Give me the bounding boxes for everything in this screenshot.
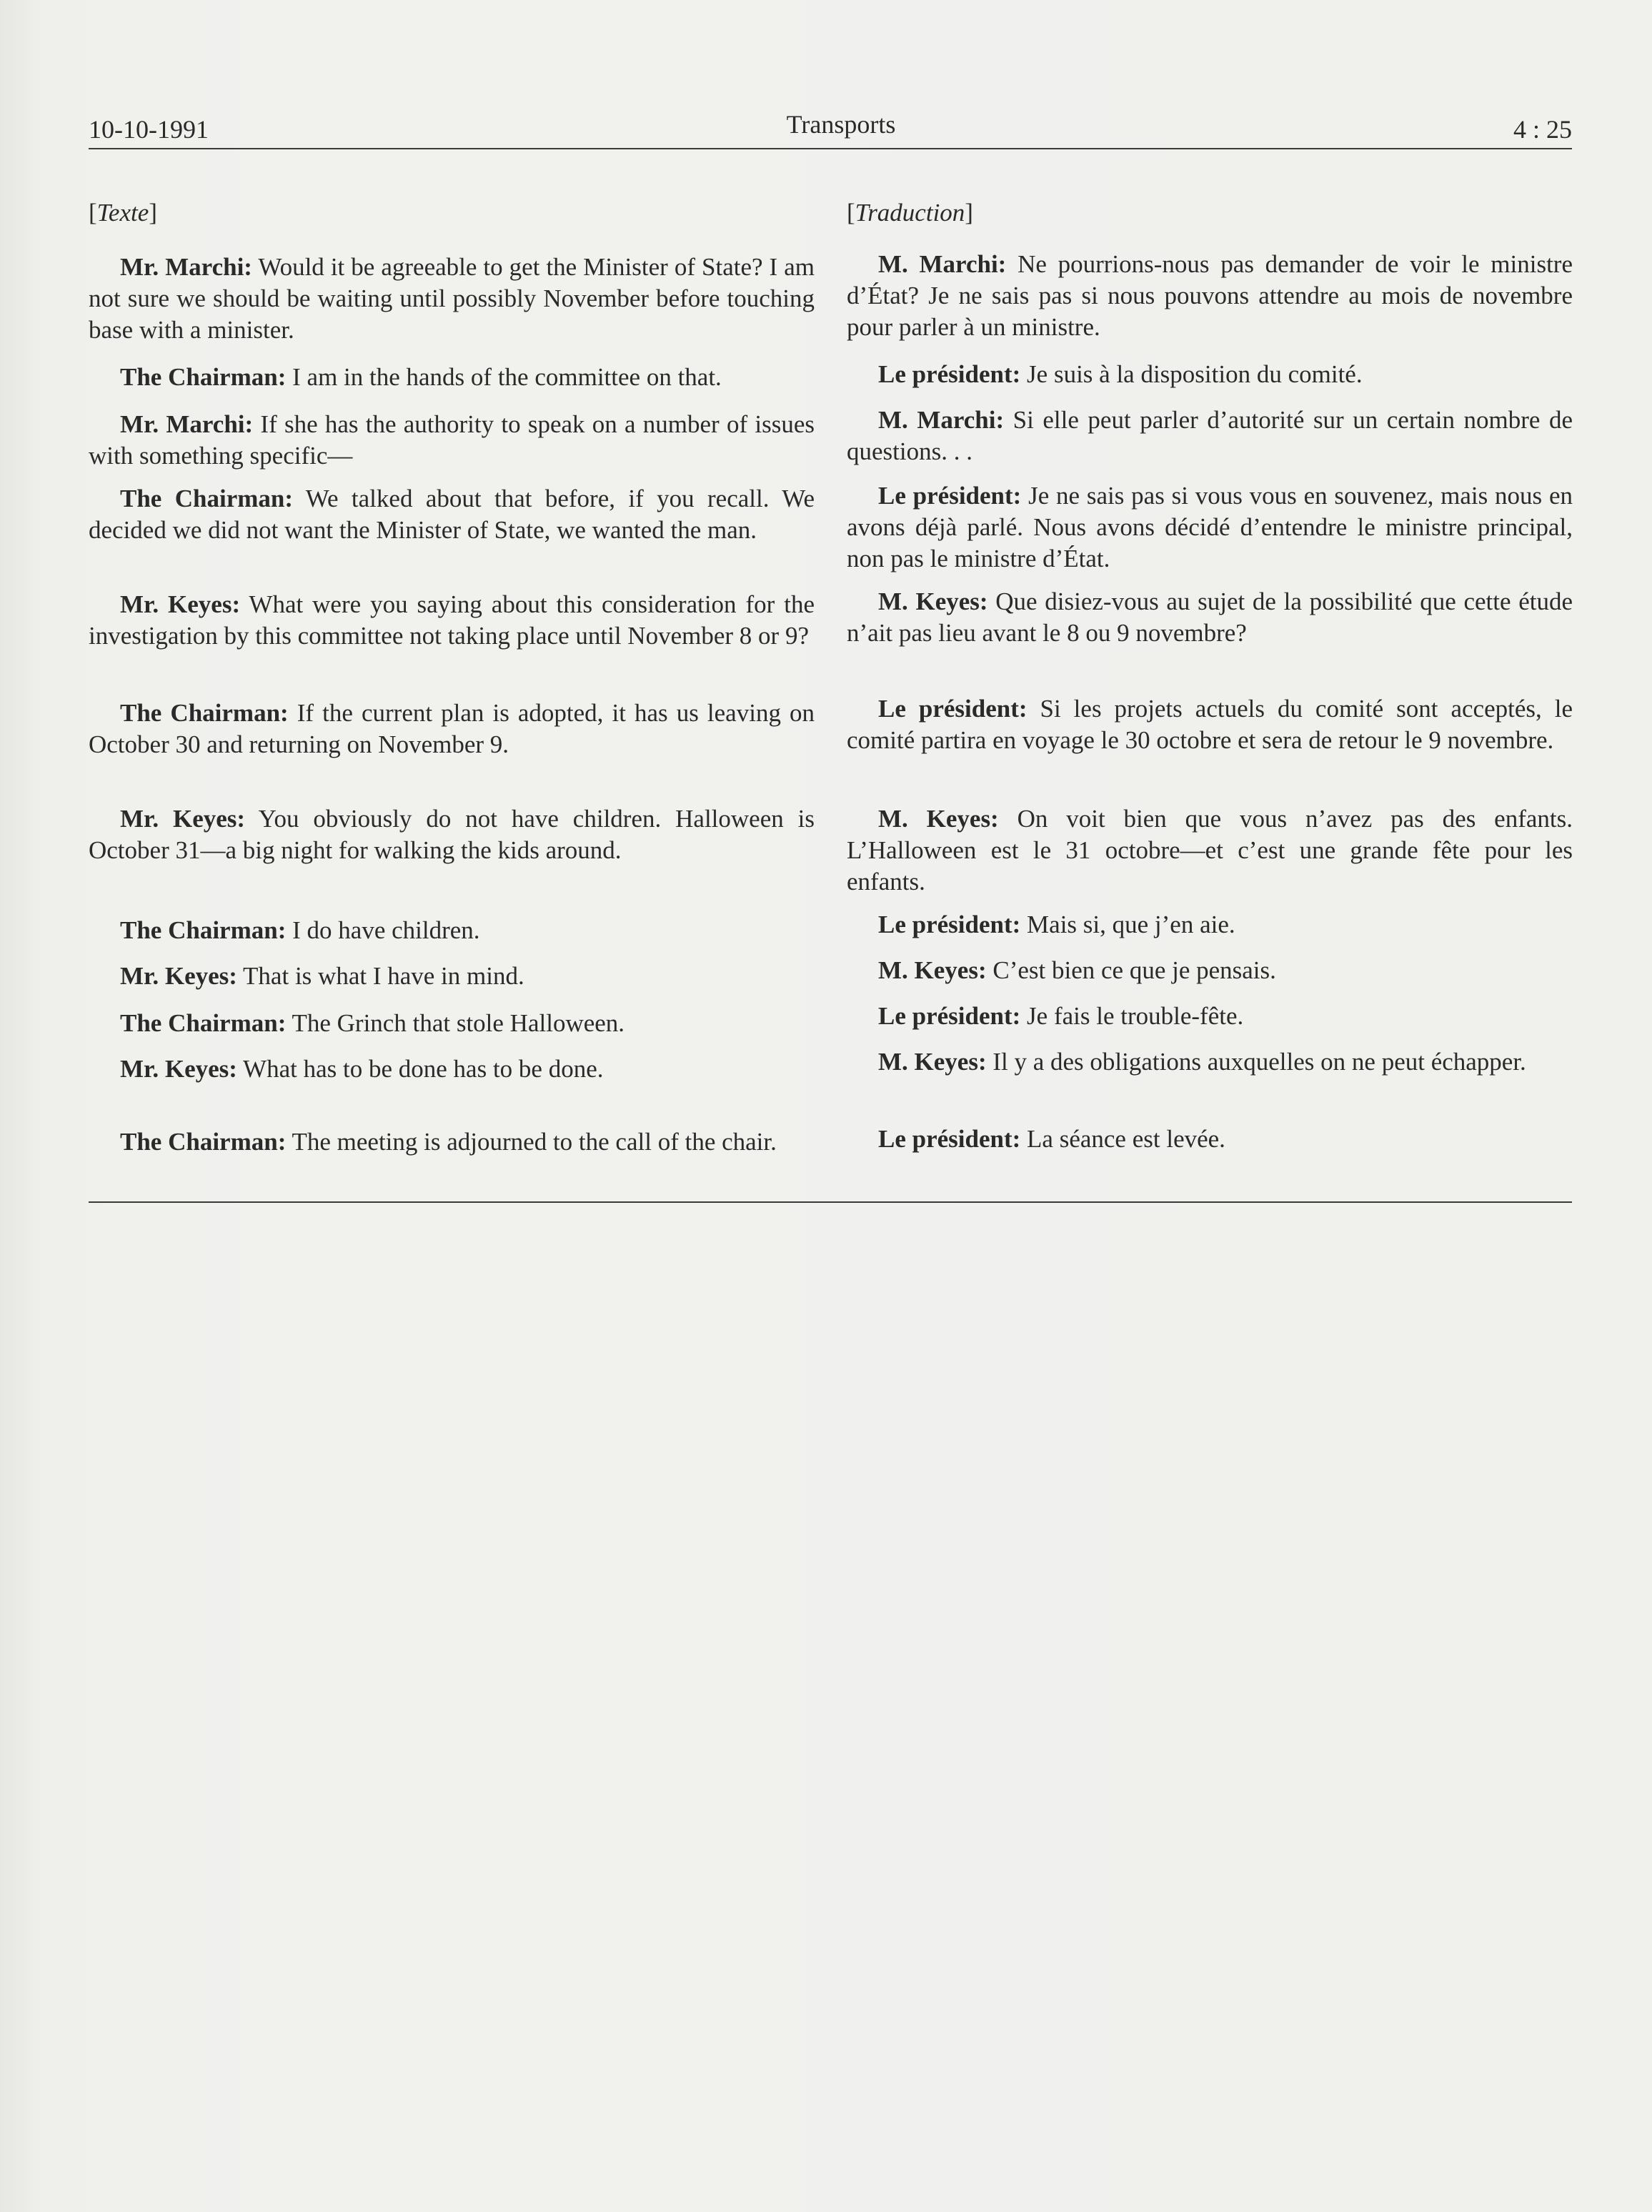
speaker: Mr. Keyes: xyxy=(120,805,246,833)
speech: I am in the hands of the committee on that. xyxy=(286,363,722,391)
speaker: Le président: xyxy=(878,1002,1021,1030)
paragraph xyxy=(89,961,815,992)
speaker: Mr. Keyes: xyxy=(120,1055,237,1083)
speech: Je fais le trouble-fête. xyxy=(1020,1002,1244,1030)
speaker: Le président: xyxy=(878,1125,1021,1153)
speaker: Le président: xyxy=(878,911,1021,938)
header-page-number: 4 : 25 xyxy=(1513,115,1572,144)
speaker: The Chairman: xyxy=(120,1009,287,1037)
header-date: 10-10-1991 xyxy=(89,115,209,144)
speech: The Grinch that stole Halloween. xyxy=(286,1009,625,1037)
page-header xyxy=(89,107,1572,150)
paragraph xyxy=(89,803,815,866)
paragraph xyxy=(89,1126,815,1158)
speech: That is what I have in mind. xyxy=(237,962,524,990)
speech: You obviously do not have children. Halloween is October 31—a big night for walking the kids around. xyxy=(89,805,815,864)
speaker: Mr. Marchi: xyxy=(120,253,252,281)
speech: If the current plan is adopted, it has us leaving on October 30 and returning on November 9. xyxy=(89,699,815,758)
header-rule xyxy=(89,148,1572,149)
speech: If she has the authority to speak on a number of issues with something specific— xyxy=(89,410,815,470)
speaker: M. Marchi: xyxy=(878,250,1007,278)
paragraph xyxy=(89,409,815,472)
english-column xyxy=(89,197,815,1156)
speaker: Le président: xyxy=(878,482,1022,510)
paragraph xyxy=(847,586,1573,649)
paragraph xyxy=(847,693,1573,756)
speaker: Mr. Keyes: xyxy=(120,590,241,618)
speaker: M. Keyes: xyxy=(878,956,987,984)
speech: On voit bien que vous n’avez pas des enfants. L’Halloween est le 31 octobre—et c’est une grande fête pour les enfants. xyxy=(847,805,1573,896)
paragraph xyxy=(847,359,1573,390)
speech: I do have children. xyxy=(286,916,480,944)
speech: Je ne sais pas si vous vous en souvenez, mais nous en avons déjà parlé. Nous avons décidé d’entendre le ministre principal, non pas le ministre d’État. xyxy=(847,482,1573,572)
speech: Si elle peut parler d’autorité sur un certain nombre de questions. . . xyxy=(847,406,1573,465)
speaker: M. Keyes: xyxy=(878,805,999,833)
speech: Je suis à la disposition du comité. xyxy=(1020,360,1363,388)
speaker: The Chairman: xyxy=(120,363,287,391)
paragraph xyxy=(847,480,1573,575)
speaker: M. Keyes: xyxy=(878,1048,987,1076)
speech: Ne pourrions-nous pas demander de voir le ministre d’État? Je ne sais pas si nous pouvons attendre au mois de novembre pour parler à un ministre. xyxy=(847,250,1573,341)
speech: What were you saying about this consideration for the investigation by this committee not taking place until November 8 or 9? xyxy=(89,590,815,650)
speaker: The Chairman: xyxy=(120,1128,287,1156)
speaker: Mr. Keyes: xyxy=(120,962,237,990)
paragraph xyxy=(847,909,1573,941)
speaker: The Chairman: xyxy=(120,916,287,944)
speaker: Le président: xyxy=(878,695,1027,723)
paragraph xyxy=(89,252,815,346)
paragraph xyxy=(89,915,815,946)
paragraph xyxy=(847,405,1573,467)
paragraph xyxy=(847,1046,1573,1078)
paragraph xyxy=(89,1053,815,1085)
paragraph xyxy=(847,955,1573,986)
speech: Mais si, que j’en aie. xyxy=(1020,911,1235,938)
speaker: Le président: xyxy=(878,360,1021,388)
paragraph xyxy=(847,1124,1573,1155)
speaker: The Chairman: xyxy=(120,485,294,512)
speech: The meeting is adjourned to the call of the chair. xyxy=(286,1128,777,1156)
paragraph xyxy=(89,698,815,760)
speech: What has to be done has to be done. xyxy=(237,1055,604,1083)
section-label-texte: [Texte] xyxy=(89,199,157,227)
speech: Il y a des obligations auxquelles on ne peut échapper. xyxy=(986,1048,1526,1076)
paragraph xyxy=(89,1008,815,1039)
paragraph xyxy=(89,483,815,546)
speech: Would it be agreeable to get the Minister of State? I am not sure we should be waiting until possibly November before touching base with a minister. xyxy=(89,253,815,344)
speech: We talked about that before, if you recall. We decided we did not want the Minister of State, we wanted the man. xyxy=(89,485,815,544)
speech: C’est bien ce que je pensais. xyxy=(986,956,1276,984)
paragraph xyxy=(847,1001,1573,1032)
section-label-traduction: [Traduction] xyxy=(847,199,973,227)
speaker: The Chairman: xyxy=(120,699,289,727)
header-title: Transports xyxy=(786,110,896,139)
footer-rule xyxy=(89,1201,1572,1203)
paragraph xyxy=(847,249,1573,343)
speech: La séance est levée. xyxy=(1020,1125,1225,1153)
speaker: M. Marchi: xyxy=(878,406,1005,434)
speech: Si les projets actuels du comité sont acceptés, le comité partira en voyage le 30 octobre et sera de retour le 9 novembre. xyxy=(847,695,1573,754)
paragraph xyxy=(89,589,815,652)
speaker: M. Keyes: xyxy=(878,587,988,615)
paragraph xyxy=(89,362,815,393)
speaker: Mr. Marchi: xyxy=(120,410,254,438)
speech: Que disiez-vous au sujet de la possibilité que cette étude n’ait pas lieu avant le 8 ou 9 novembre? xyxy=(847,587,1573,647)
french-column xyxy=(847,197,1573,1153)
paragraph xyxy=(847,803,1573,898)
